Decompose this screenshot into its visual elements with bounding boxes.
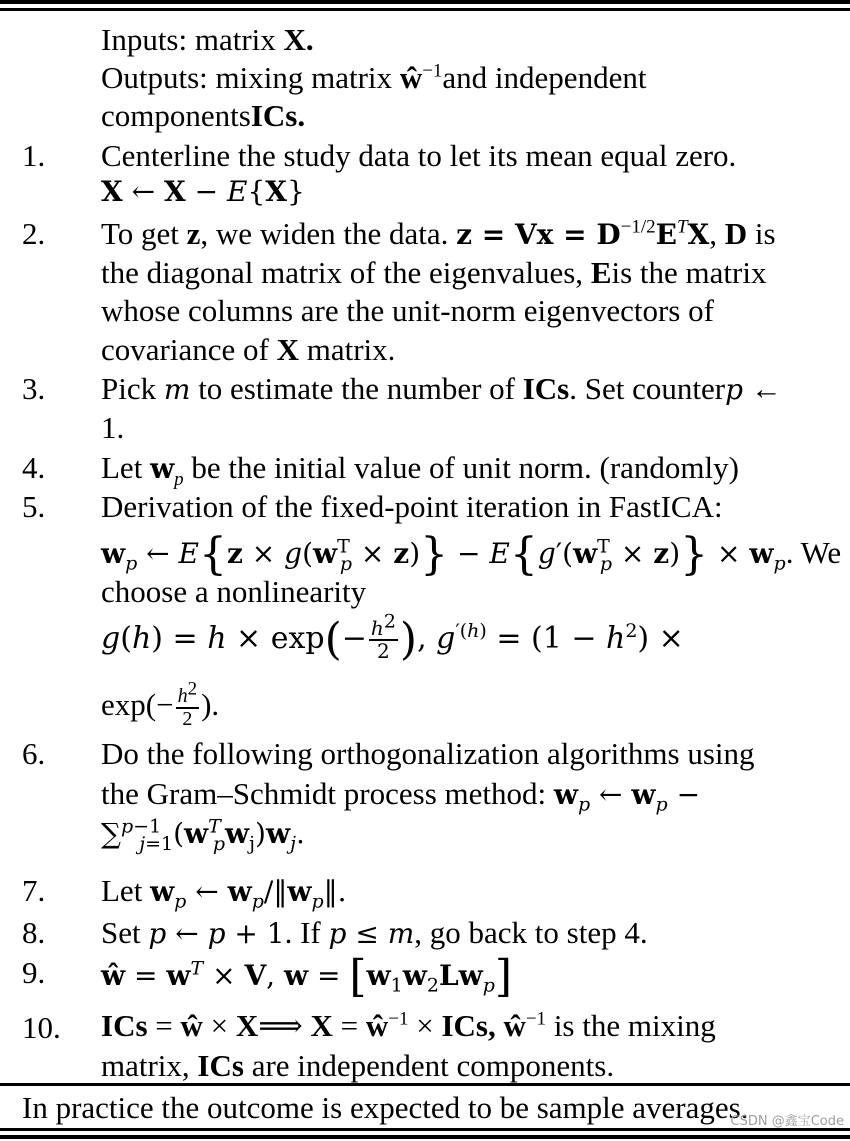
step-1-formula: X ← X − E{X} (101, 175, 305, 208)
step-10-line-2: matrix, ICs are independent components. (101, 1048, 615, 1083)
step-10-number: 10. (22, 1010, 61, 1045)
top-rule-inner (0, 8, 850, 11)
outputs-line: Outputs: mixing matrix $ŵ^{-1}and$ independent (101, 60, 647, 95)
inputs-line: Inputs: matrix X. (101, 22, 314, 57)
step-6-sum: $\sum^{p-1}_{j=1}(w^T_pw_j)w_j$. (101, 815, 305, 855)
step-7-text: Let $w_p$ ← $w_p/‖w_p‖$. (101, 873, 347, 913)
step-2-line-3: whose columns are the unit-norm eigenvectors of (101, 293, 714, 328)
footer-rule (0, 1083, 850, 1086)
step-6-line-2: the Gram–Schmidt process method: $w_p$ ← $w_p$ − (101, 776, 701, 816)
step-3-number: 3. (22, 371, 46, 406)
step-1-number: 1. (22, 138, 46, 173)
step-9-formula: ŵ = $w^T \times V$, $w = [w_1w_2Lw_p]$ (101, 951, 513, 1002)
step-3-line-2: 1. (101, 410, 125, 445)
step-7-number: 7. (22, 873, 46, 908)
top-rule-outer (0, 0, 850, 4)
step-3-line-1: Pick m to estimate the number of ICs. Set counterp ← (101, 371, 782, 406)
watermark: CSDN @鑫宝Code (730, 1114, 844, 1129)
step-8-number: 8. (22, 915, 46, 950)
footer-text: In practice the outcome is expected to be sample averages. (22, 1090, 749, 1125)
step-5-formula: $w_p$ ← $E\{z \times g(w^T_p \times z)\} - E\{g'(w^T_p \times z)\} \times w_p$. We (101, 529, 842, 580)
step-6-line-1: Do the following orthogonalization algorithms using (101, 736, 755, 771)
step-5-line-3: choose a nonlinearity (101, 574, 367, 609)
step-6-number: 6. (22, 736, 46, 771)
step-10-line-1: ICs = ŵ × X⟹ $X = ŵ^{-1}$ × ICs, $ŵ^{-1}$ is the mixing (101, 1008, 716, 1043)
step-1-text: Centerline the study data to let its mean equal zero. (101, 138, 737, 173)
step-2-line-2: the diagonal matrix of the eigenvalues, Eis the matrix (101, 255, 767, 290)
step-4-number: 4. (22, 450, 46, 485)
step-4-text: Let $w_p$ be the initial value of unit norm. (randomly) (101, 450, 739, 491)
step-5-number: 5. (22, 489, 46, 524)
step-5-nonlinearity: g(h) = h × exp(− $\frac{h^2}{2}$ ), $g^{'(h)} = (1 - h^2)$ × (101, 610, 684, 665)
step-5-line-1: Derivation of the fixed-point iteration in FastICA: (101, 489, 723, 524)
bottom-rule-inner (0, 1128, 850, 1131)
outputs-line-cont: componentsICs. (101, 98, 306, 133)
step-2-line-4: covariance of X matrix. (101, 332, 396, 367)
step-2-number: 2. (22, 216, 46, 251)
bottom-rule-outer (0, 1135, 850, 1139)
step-8-text: Set p ← p + 1. If p ≤ m, go back to step 4. (101, 915, 648, 950)
step-5-nonlinearity-cont: exp(− $\frac{h^2}{2}$ ). (101, 678, 220, 730)
step-2-line-1: To get z, we widen the data. $z = Vx = D^{-1/2}E^TX$, D is (101, 216, 776, 251)
step-9-number: 9. (22, 955, 46, 990)
